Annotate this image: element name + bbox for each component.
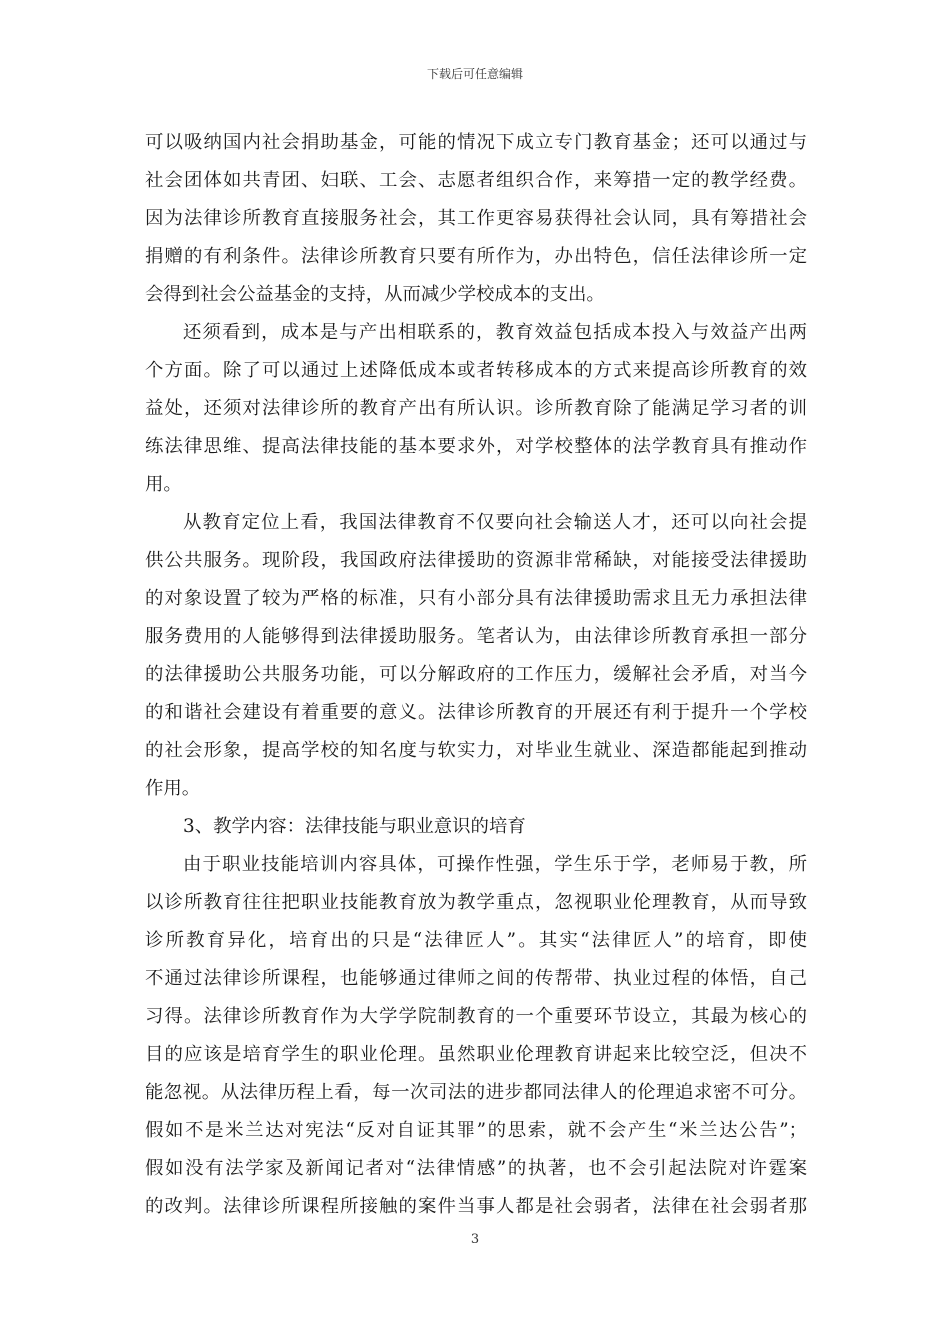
text-line: 能忽视。从法律历程上看，每一次司法的进步都同法律人的伦理追求密不可分。 bbox=[145, 1082, 807, 1103]
heading-line: 3、教学内容：法律技能与职业意识的培育 bbox=[183, 816, 526, 837]
text-line: 的改判。法律诊所课程所接触的案件当事人都是社会弱者，法律在社会弱者那 bbox=[145, 1196, 807, 1217]
text-line: 的和谐社会建设有着重要的意义。法律诊所教育的开展还有利于提升一个学校 bbox=[145, 702, 807, 723]
paragraph bbox=[145, 846, 807, 1226]
text-line: 服务费用的人能够得到法律援助服务。笔者认为，由法律诊所教育承担一部分 bbox=[145, 626, 807, 647]
text-line: 练法律思维、提高法律技能的基本要求外，对学校整体的法学教育具有推动作 bbox=[145, 436, 807, 457]
page-number: 3 bbox=[470, 1232, 480, 1247]
text-line: 可以吸纳国内社会捐助基金，可能的情况下成立专门教育基金；还可以通过与 bbox=[145, 132, 807, 153]
text-line: 的社会形象，提高学校的知名度与软实力，对毕业生就业、深造都能起到推动 bbox=[145, 740, 807, 761]
text-line: 用。 bbox=[145, 474, 182, 495]
text-line: 社会团体如共青团、妇联、工会、志愿者组织合作，来筹措一定的教学经费。 bbox=[145, 170, 807, 191]
text-line: 从教育定位上看，我国法律教育不仅要向社会输送人才，还可以向社会提 bbox=[183, 512, 807, 533]
text-line: 习得。法律诊所教育作为大学学院制教育的一个重要环节设立，其最为核心的 bbox=[145, 1006, 807, 1027]
text-line: 捐赠的有利条件。法律诊所教育只要有所作为，办出特色，信任法律诊所一定 bbox=[145, 246, 807, 267]
text-line: 假如没有法学家及新闻记者对“法律情感”的执著，也不会引起法院对许霆案 bbox=[145, 1158, 807, 1179]
section-heading bbox=[145, 808, 807, 846]
text-line: 不通过法律诊所课程，也能够通过律师之间的传帮带、执业过程的体悟，自己 bbox=[145, 968, 807, 989]
text-line: 还须看到，成本是与产出相联系的，教育效益包括成本投入与效益产出两 bbox=[183, 322, 807, 343]
text-line: 以诊所教育往往把职业技能教育放为教学重点，忽视职业伦理教育，从而导致 bbox=[145, 892, 807, 913]
text-line: 目的应该是培育学生的职业伦理。虽然职业伦理教育讲起来比较空泛，但决不 bbox=[145, 1044, 807, 1065]
text-line: 的法律援助公共服务功能，可以分解政府的工作压力，缓解社会矛盾，对当今 bbox=[145, 664, 807, 685]
text-line: 会得到社会公益基金的支持，从而减少学校成本的支出。 bbox=[145, 284, 605, 305]
text-line: 作用。 bbox=[145, 778, 201, 799]
page-header: 下载后可任意编辑 bbox=[426, 67, 523, 81]
document-body bbox=[145, 124, 807, 1226]
paragraph bbox=[145, 124, 807, 314]
text-line: 诊所教育异化，培育出的只是“法律匠人”。其实“法律匠人”的培育，即使 bbox=[145, 930, 807, 951]
text-line: 由于职业技能培训内容具体，可操作性强，学生乐于学，老师易于教，所 bbox=[183, 854, 807, 875]
text-line: 供公共服务。现阶段，我国政府法律援助的资源非常稀缺，对能接受法律援助 bbox=[145, 550, 807, 571]
text-line: 的对象设置了较为严格的标准，只有小部分具有法律援助需求且无力承担法律 bbox=[145, 588, 807, 609]
text-line: 个方面。除了可以通过上述降低成本或者转移成本的方式来提高诊所教育的效 bbox=[145, 360, 807, 381]
text-line: 假如不是米兰达对宪法“反对自证其罪”的思索，就不会产生“米兰达公告”； bbox=[145, 1120, 807, 1141]
text-line: 因为法律诊所教育直接服务社会，其工作更容易获得社会认同，具有筹措社会 bbox=[145, 208, 807, 229]
text-line: 益处，还须对法律诊所的教育产出有所认识。诊所教育除了能满足学习者的训 bbox=[145, 398, 807, 419]
paragraph bbox=[145, 504, 807, 808]
paragraph bbox=[145, 314, 807, 504]
